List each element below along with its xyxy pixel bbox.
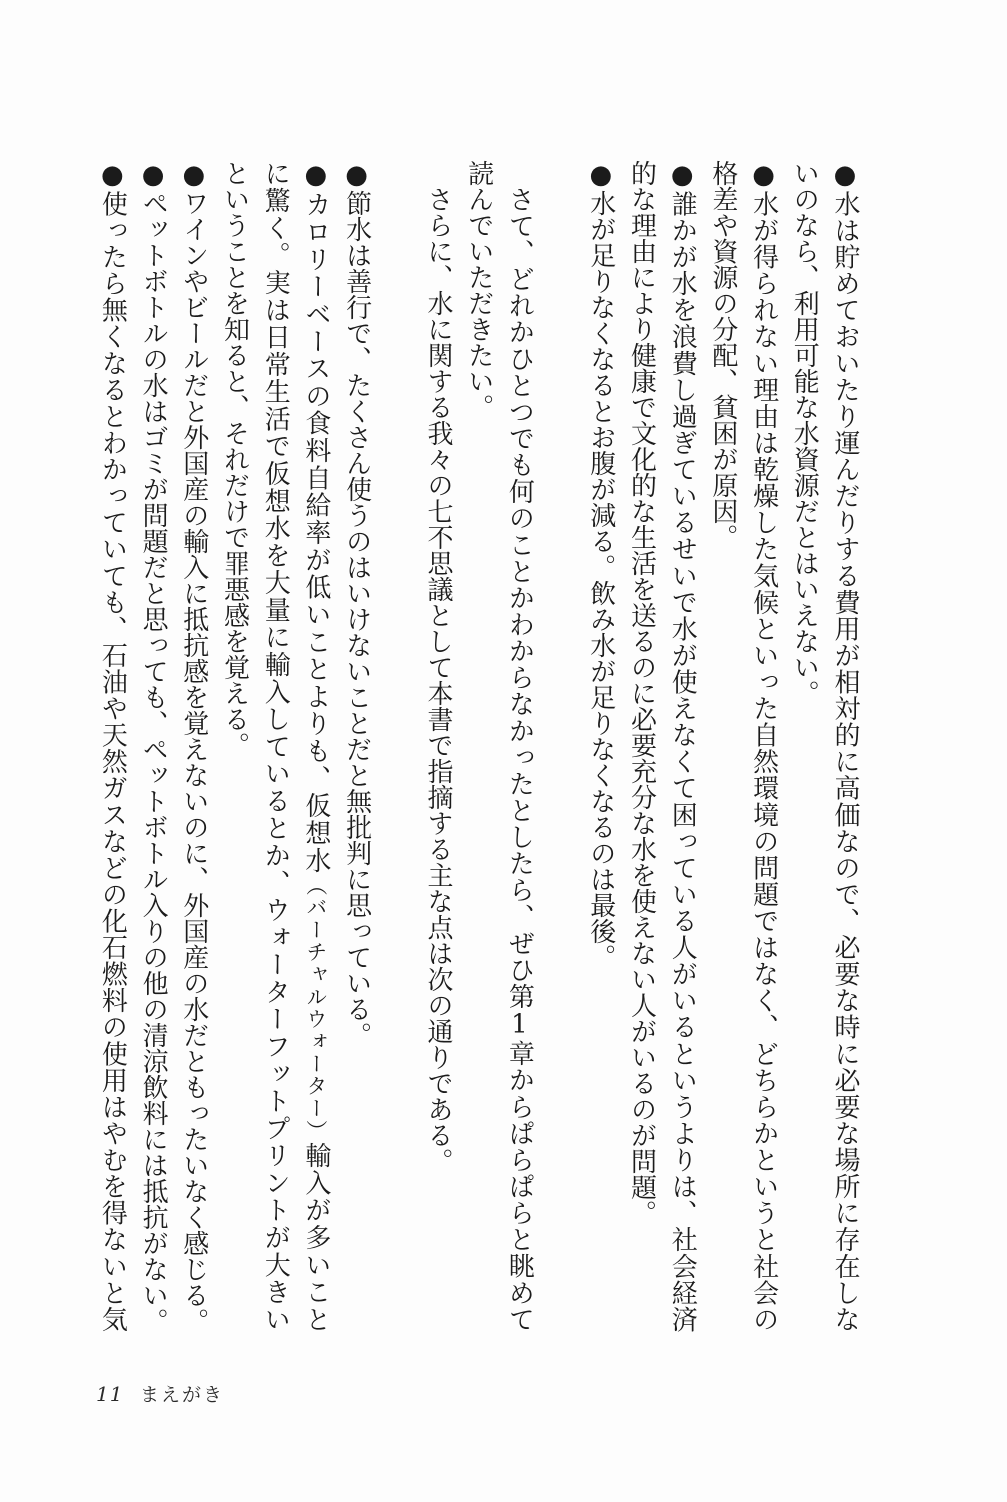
text-line: さて、どれかひとつでも何のことかわからなかったとしたら、ぜひ第1章からぱらぱらと眺めて: [504, 186, 535, 1332]
text-line: ●水が足りなくなるとお腹が減る。飲み水が足りなくなるのは最後。: [585, 160, 616, 970]
text-line: ●節水は善行で、たくさん使うのはいけないことだと無批判に思っている。: [341, 160, 372, 1048]
parenthetical-text: （バーチャルウォーター）: [303, 874, 328, 1143]
page-number: 11: [96, 1382, 124, 1406]
text-line: [295, 160, 336, 1332]
running-head: まえがき: [140, 1384, 225, 1406]
text-line: ●水が得られない理由は乾燥した気候といった自然環境の問題ではなく、どちらかというと社会の: [748, 160, 779, 1332]
blank-line: [377, 160, 418, 1332]
text-line: ●誰かが水を浪費し過ぎているせいで水が使えなくて困っている人がいるというよりは、社会経済: [667, 160, 698, 1332]
text-line: ●ペットボトルの水はゴミが問題だと思っても、ペットボトル入りの他の清涼飲料には抵抗がない。: [138, 160, 169, 1334]
blank-line: [539, 160, 580, 1332]
body-paragraphs: [417, 160, 539, 1332]
text-line: に驚く。実は日常生活で仮想水を大量に輸入しているとか、ウォーターフットプリントが大きい: [260, 160, 291, 1332]
text-segment: ●カロリーベースの食料自給率が低いことよりも、仮想水: [300, 160, 331, 875]
text-line: 読んでいただきたい。: [463, 160, 494, 420]
text-line: ●ワインやビールだと外国産の輸入に抵抗感を覚えないのに、外国産の水だともったいなく感じる。: [178, 160, 209, 1334]
text-line: さらに、水に関する我々の七不思議として本書で指摘する主な点は次の通りである。: [422, 186, 453, 1174]
text-line: 的な理由により健康で文化的な生活を送るのに必要充分な水を使えない人がいるのが問題。: [626, 160, 657, 1226]
text-line: いのなら、利用可能な水資源だとはいえない。: [789, 160, 820, 706]
text-line: 格差や資源の分配、貧困が原因。: [707, 160, 738, 550]
text-segment: 輸入が多いこと: [300, 1142, 331, 1333]
text-line: ●水は貯めておいたり運んだりする費用が相対的に高価なので、必要な時に必要な場所に存在しな: [830, 160, 860, 1332]
text-line: ●使ったら無くなるとわかっていても、石油や天然ガスなどの化石燃料の使用はやむを得ないと気: [97, 160, 128, 1332]
text-line: ということを知ると、それだけで罪悪感を覚える。: [219, 160, 250, 758]
vertical-text-block: [92, 160, 865, 1332]
mysteries-bullet-list: [92, 160, 377, 1332]
intro-bullet-list: [580, 160, 865, 1332]
page-footer: [96, 1380, 224, 1410]
